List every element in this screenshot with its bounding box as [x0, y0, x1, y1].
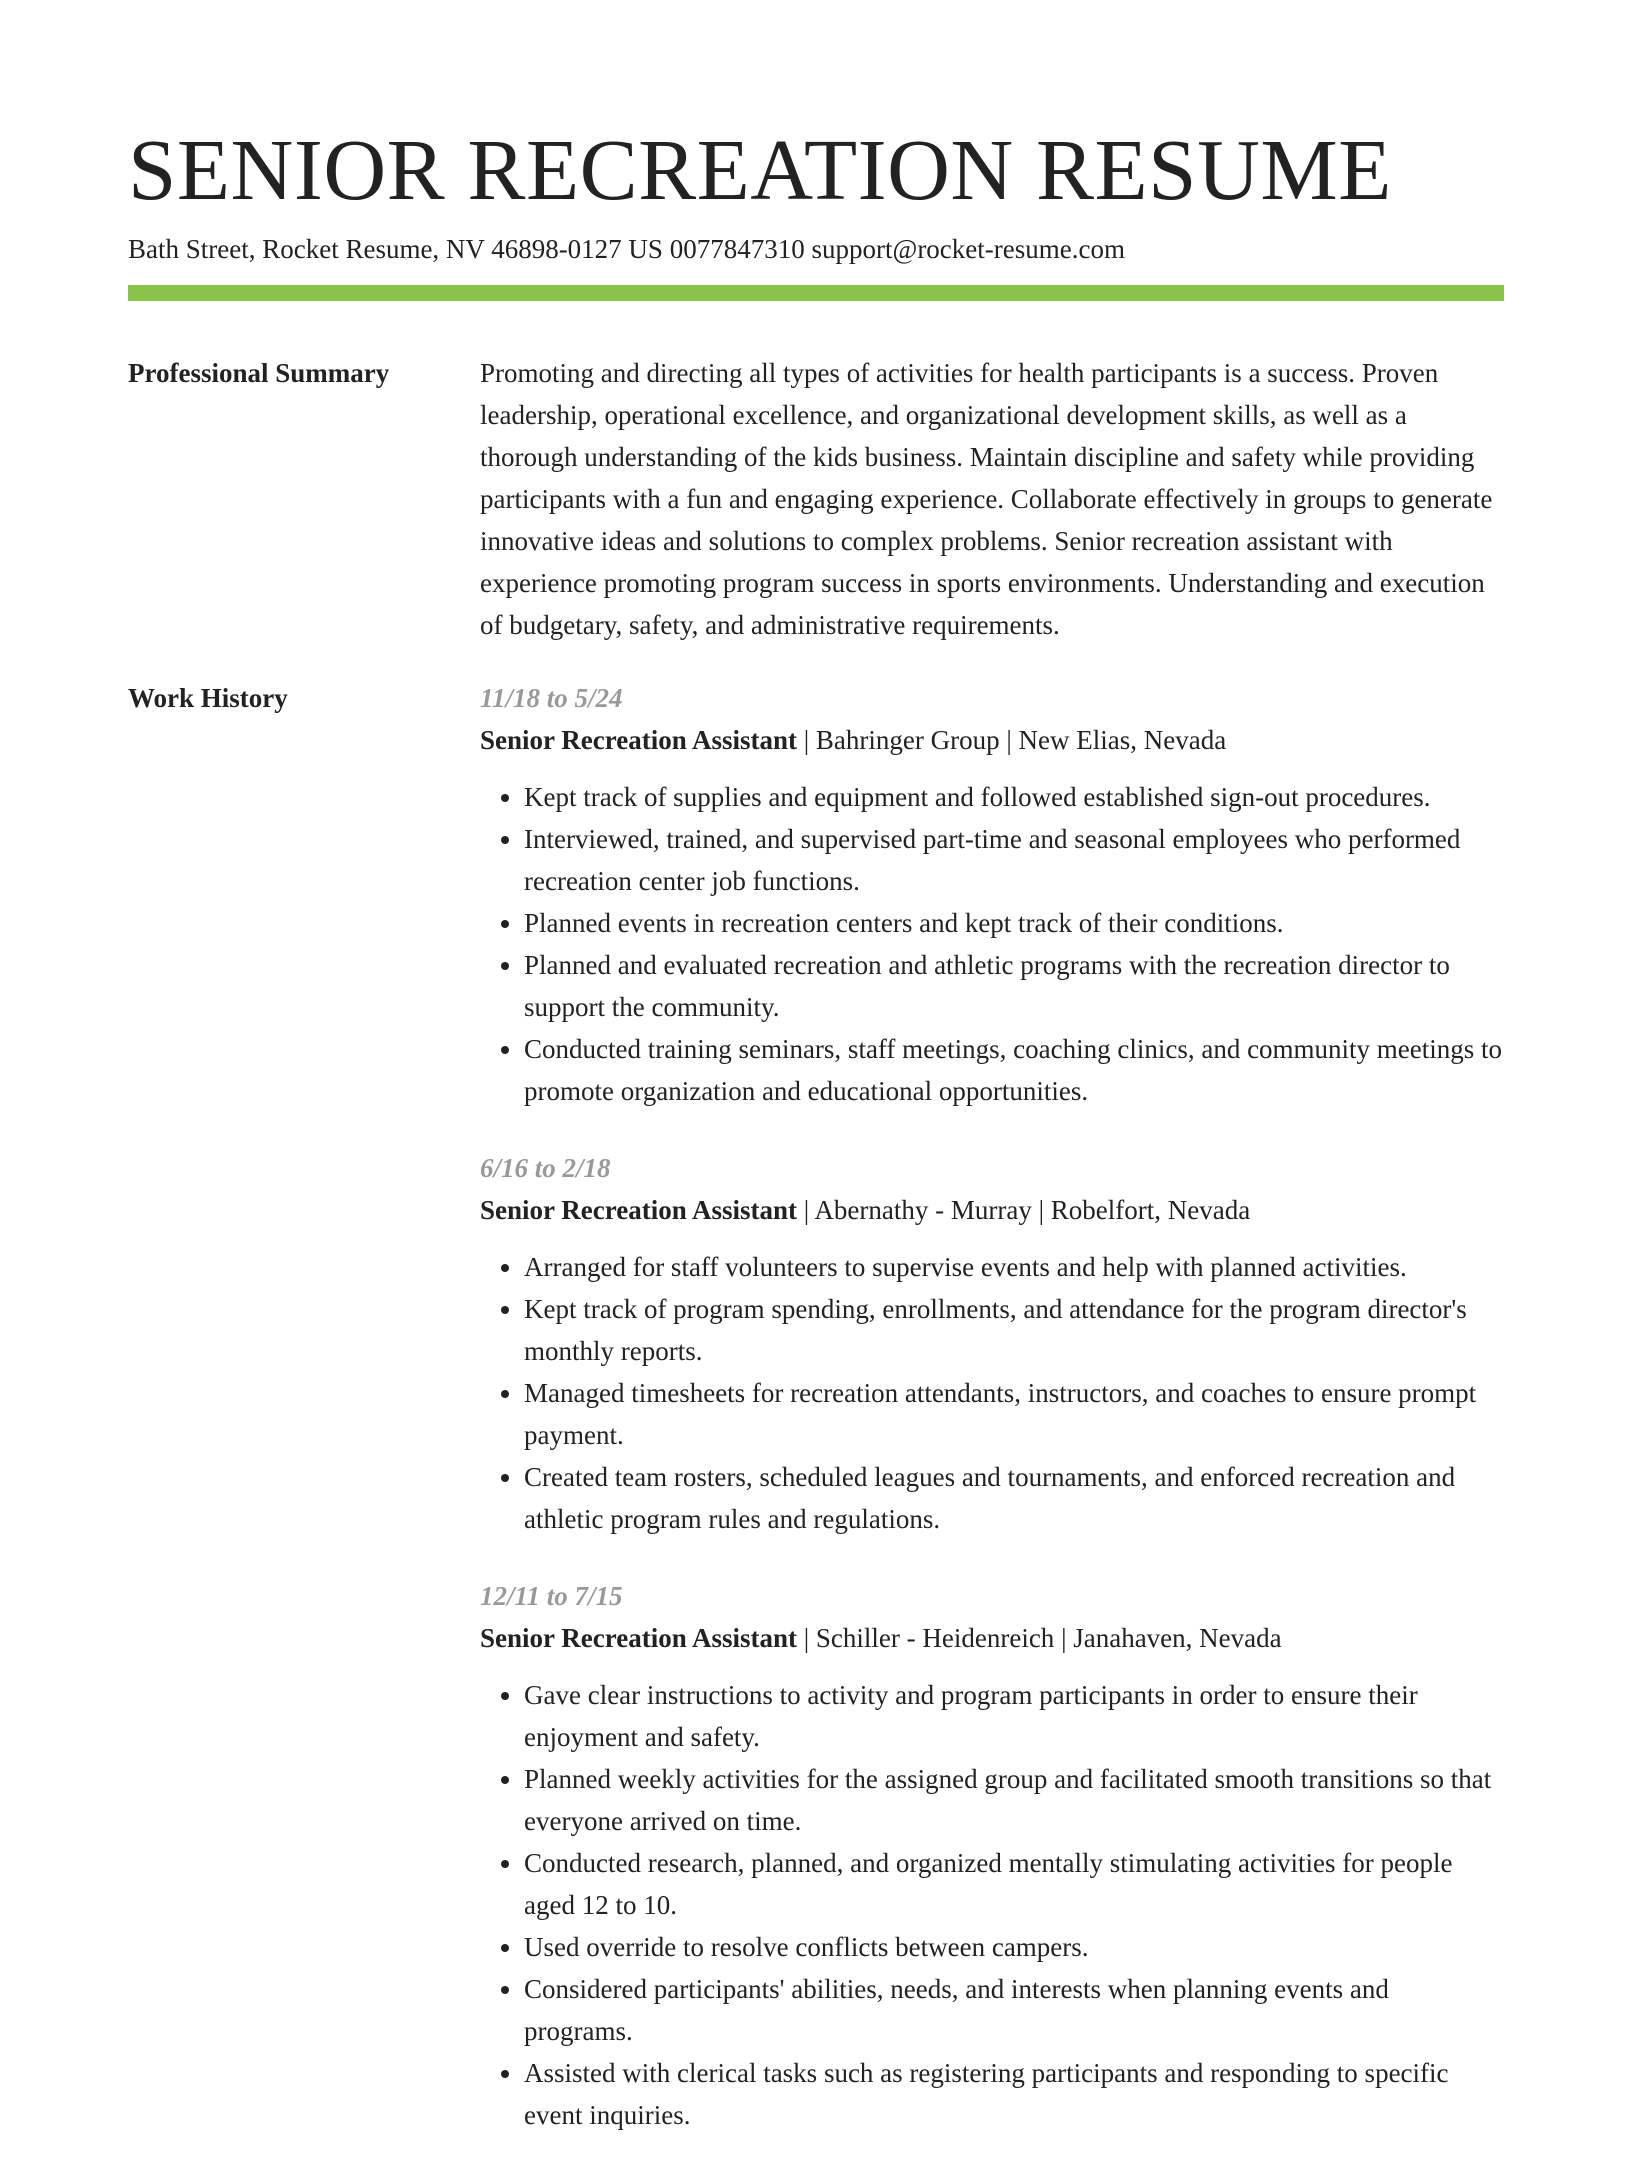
work-history-heading: Work History [128, 683, 288, 713]
work-history-body [480, 677, 1504, 2171]
job-dates: 6/16 to 2/18 [480, 1153, 611, 1183]
job-heading-line [480, 1617, 1504, 1659]
job-bullet: • Conducted research, planned, and organized mentally stimulating activities for people aged 12 to 10. [524, 1842, 1504, 1926]
professional-summary-body [480, 352, 1504, 646]
job-bullet: • Gave clear instructions to activity and program participants in order to ensure their enjoyment and safety. [524, 1674, 1504, 1758]
job-bullet: • Planned events in recreation centers and kept track of their conditions. [524, 902, 1504, 944]
job-bullet-list [480, 1246, 1504, 1540]
job-bullet: • Used override to resolve conflicts between campers. [524, 1926, 1504, 1968]
job-bullet: • Arranged for staff volunteers to supervise events and help with planned activities. [524, 1246, 1504, 1288]
job-bullet: • Considered participants' abilities, needs, and interests when planning events and programs. [524, 1968, 1504, 2052]
separator: | [797, 1195, 815, 1225]
job-company: Bahringer Group [815, 725, 1000, 755]
separator: | [797, 1623, 816, 1653]
separator: | [797, 725, 816, 755]
job-title: Senior Recreation Assistant [480, 725, 797, 755]
job-bullet: • Kept track of supplies and equipment and followed established sign-out procedures. [524, 776, 1504, 818]
job-bullet: • Planned weekly activities for the assigned group and facilitated smooth transitions so that everyone arrived on time. [524, 1758, 1504, 1842]
separator: | [1054, 1623, 1074, 1653]
job-bullet: • Kept track of program spending, enrollments, and attendance for the program director's monthly reports. [524, 1288, 1504, 1372]
separator: | [999, 725, 1019, 755]
job-bullet: • Interviewed, trained, and supervised part-time and seasonal employees who performed recreation center job functions. [524, 818, 1504, 902]
job-entry [480, 677, 1504, 1112]
job-company: Abernathy - Murray [814, 1195, 1032, 1225]
resume-title: SENIOR RECREATION RESUME [128, 121, 1392, 218]
job-bullet: • Conducted training seminars, staff meetings, coaching clinics, and community meetings to promote organization and educational opportunities. [524, 1028, 1504, 1112]
contact-line: Bath Street, Rocket Resume, NV 46898-0127 US 0077847310 support@rocket-resume.com [128, 234, 1125, 264]
job-company: Schiller - Heidenreich [815, 1623, 1055, 1653]
job-entry [480, 1575, 1504, 2136]
job-bullet: • Assisted with clerical tasks such as registering participants and responding to specific event inquiries. [524, 2052, 1504, 2136]
separator: | [1031, 1195, 1051, 1225]
job-bullet-list [480, 1674, 1504, 2136]
job-bullet-list [480, 776, 1504, 1112]
job-bullet: • Managed timesheets for recreation attendants, instructors, and coaches to ensure prompt payment. [524, 1372, 1504, 1456]
job-title: Senior Recreation Assistant [480, 1195, 797, 1225]
job-location: Robelfort, Nevada [1050, 1195, 1251, 1225]
job-dates: 12/11 to 7/15 [480, 1581, 623, 1611]
job-heading-line [480, 719, 1504, 761]
job-location: New Elias, Nevada [1018, 725, 1227, 755]
job-title: Senior Recreation Assistant [480, 1623, 797, 1653]
job-dates: 11/18 to 5/24 [480, 683, 623, 713]
accent-divider [128, 285, 1504, 301]
job-bullet: • Planned and evaluated recreation and athletic programs with the recreation director to support the community. [524, 944, 1504, 1028]
job-location: Janahaven, Nevada [1073, 1623, 1282, 1653]
job-bullet: • Created team rosters, scheduled leagues and tournaments, and enforced recreation and athletic program rules and regulations. [524, 1456, 1504, 1540]
professional-summary-heading: Professional Summary [128, 358, 390, 388]
job-heading-line [480, 1189, 1504, 1231]
job-entry [480, 1147, 1504, 1540]
summary-text: Promoting and directing all types of activities for health participants is a success. Proven leadership, operational excellence, and organizational development skills, as well as a thorough understanding of the kids business. Maintain discipline and safety while providing participants with a fun and engaging experience. Collaborate effectively in groups to generate innovative ideas and solutions to complex problems. Senior recreation assistant with experience promoting program success in sports environments. Understanding and execution of budgetary, safety, and administrative requirements. [480, 358, 1493, 640]
